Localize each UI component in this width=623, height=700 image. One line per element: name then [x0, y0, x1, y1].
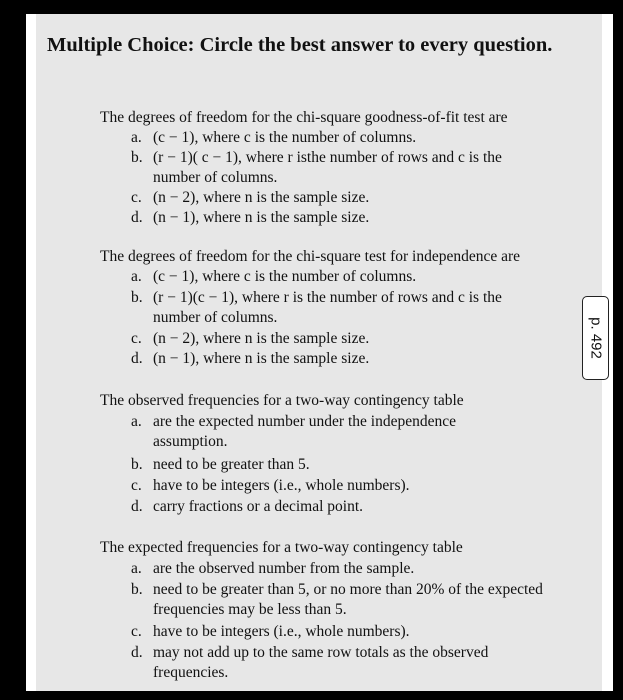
option-letter: d.	[131, 350, 143, 367]
option-letter: b.	[131, 456, 143, 473]
question-4-option-a	[131, 559, 561, 579]
option-text: (c − 1), where c is the number of columns.	[153, 268, 417, 285]
option-text: (r − 1)( c − 1), where r isthe number of rows and c is the number of columns.	[153, 149, 502, 186]
question-3-option-d	[131, 497, 561, 517]
option-text: need to be greater than 5, or no more than 20% of the expected frequencies may be less than 5.	[153, 581, 543, 618]
question-3-option-a	[131, 412, 561, 452]
question-1-option-a	[131, 128, 561, 148]
page-reference-label: p. 492	[587, 317, 604, 359]
option-letter: d.	[131, 644, 143, 661]
option-text: (r − 1)(c − 1), where r is the number of rows and c is the number of columns.	[153, 289, 502, 326]
question-sheet	[36, 14, 602, 691]
option-letter: b.	[131, 149, 143, 166]
option-text: are the expected number under the independence assumption.	[153, 413, 456, 450]
option-text: carry fractions or a decimal point.	[153, 498, 364, 515]
question-4-option-d	[131, 643, 561, 683]
option-letter: d.	[131, 498, 143, 515]
question-1-option-c	[131, 188, 561, 208]
option-letter: b.	[131, 289, 143, 306]
question-1-option-b	[131, 148, 561, 188]
question-2-option-d	[131, 349, 561, 369]
question-3-option-c	[131, 476, 561, 496]
question-2-option-c	[131, 329, 561, 349]
question-2-stem: The degrees of freedom for the chi-square test for independence are	[100, 248, 521, 265]
option-text: (n − 2), where n is the sample size.	[153, 189, 370, 206]
option-text: may not add up to the same row totals as the observed frequencies.	[153, 644, 489, 681]
page-reference-tab	[582, 296, 609, 380]
option-letter: a.	[131, 560, 142, 577]
option-letter: c.	[131, 189, 142, 206]
option-text: have to be integers (i.e., whole numbers).	[153, 623, 410, 640]
question-2-option-b	[131, 288, 561, 328]
option-letter: a.	[131, 129, 142, 146]
question-2-option-a	[131, 267, 561, 287]
option-letter: c.	[131, 330, 142, 347]
option-letter: b.	[131, 581, 143, 598]
question-4-stem: The expected frequencies for a two-way contingency table	[100, 539, 463, 556]
option-letter: d.	[131, 209, 143, 226]
question-4-option-c	[131, 622, 561, 642]
option-text: (c − 1), where c is the number of columns.	[153, 129, 417, 146]
option-text: (n − 1), where n is the sample size.	[153, 209, 370, 226]
question-3-option-b	[131, 455, 561, 475]
option-letter: a.	[131, 413, 142, 430]
option-text: have to be integers (i.e., whole numbers).	[153, 477, 410, 494]
question-1-stem: The degrees of freedom for the chi-square goodness-of-fit test are	[100, 109, 508, 126]
option-text: (n − 1), where n is the sample size.	[153, 350, 370, 367]
option-text: are the observed number from the sample.	[153, 560, 415, 577]
question-3-stem: The observed frequencies for a two-way contingency table	[100, 392, 464, 409]
question-1-option-d	[131, 208, 561, 228]
page-title: Multiple Choice: Circle the best answer to every question.	[47, 34, 553, 56]
option-text: need to be greater than 5.	[153, 456, 310, 473]
option-letter: c.	[131, 477, 142, 494]
top-black-bar	[0, 0, 623, 14]
document-page	[26, 14, 613, 691]
bottom-black-bar	[0, 691, 623, 700]
option-text: (n − 2), where n is the sample size.	[153, 330, 370, 347]
question-4-option-b	[131, 580, 561, 620]
option-letter: c.	[131, 623, 142, 640]
option-letter: a.	[131, 268, 142, 285]
